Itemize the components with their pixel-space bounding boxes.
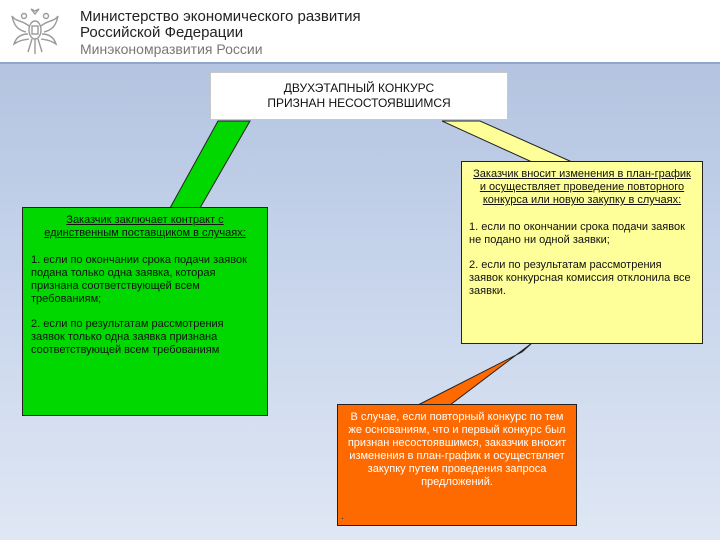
repeat-tender-heading: Заказчик вносит изменения в план-график и осуществляет проведение повторного конкурса или новую закупку в случаях: (473, 168, 691, 206)
sole-supplier-case-2: 2. если по результатам рассмотрения заявок только одна заявка признана соответствующей всем требованиям (31, 318, 224, 356)
repeat-tender-box (461, 161, 703, 344)
request-for-proposals-text: В случае, если повторный конкурс по тем же основаниям, что и первый конкурс был признан несостоявшимся, заказчик вносит изменения в план-график и осуществляет закупку путем проведения запроса предложений. (347, 411, 567, 488)
repeat-tender-case-2: 2. если по результатам рассмотрения заявок конкурсная комиссия отклонила все заявки. (469, 259, 691, 297)
title-box (210, 72, 508, 120)
yellow-callout-pointer (442, 121, 572, 162)
green-callout-pointer (170, 121, 250, 208)
title-line1: ДВУХЭТАПНЫЙ КОНКУРС (283, 81, 435, 95)
repeat-tender-case-1: 1. если по окончании срока подачи заявок не подано ни одной заявки; (469, 221, 685, 246)
orange-callout-pointer (418, 343, 532, 405)
sole-supplier-case-1: 1. если по окончании срока подачи заявок подана только одна заявка, которая признана соответствующей всем требованиям; (31, 254, 247, 305)
sole-supplier-box (22, 207, 268, 416)
request-for-proposals-box (337, 404, 577, 526)
ministry-name-line1: Министерство экономического развития (80, 8, 361, 25)
sole-supplier-heading: Заказчик заключает контракт с единственным поставщиком в случаях: (44, 214, 246, 239)
ministry-short-name: Минэкономразвития России (80, 41, 263, 57)
title-line2: ПРИЗНАН НЕСОСТОЯВШИМСЯ (267, 96, 451, 110)
ministry-name-line2: Российской Федерации (80, 24, 244, 41)
trailing-dot: . (341, 511, 344, 522)
